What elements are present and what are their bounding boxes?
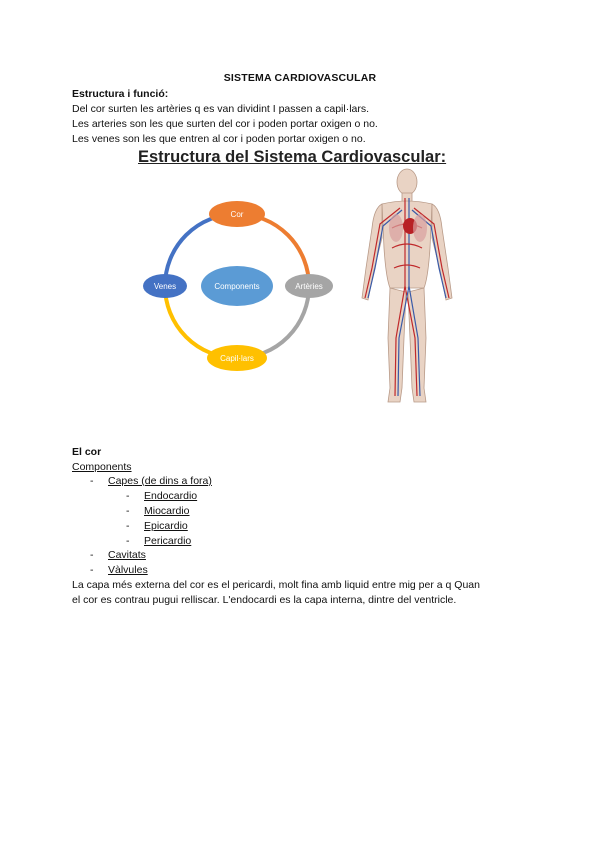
list-item-cavitats: Cavitats	[108, 549, 146, 561]
text-line: Les arteries son les que surten del cor i poden portar oxigen o no.	[72, 118, 378, 130]
bullet-dash: -	[126, 535, 130, 547]
node-label-capillars: Capil·lars	[220, 354, 254, 363]
list-item-capes: Capes (de dins a fora)	[108, 475, 212, 487]
bullet-dash: -	[90, 475, 94, 487]
list-item-valvules: Vàlvules	[108, 564, 148, 576]
sub-item-epicardio: Epicardio	[144, 520, 188, 532]
bullet-dash: -	[126, 505, 130, 517]
section-heading-structure: Estructura i funció:	[72, 88, 169, 100]
sub-item-miocardio: Miocardio	[144, 505, 190, 517]
diagram-title: Estructura del Sistema Cardiovascular:	[138, 148, 447, 166]
sub-item-endocardio: Endocardio	[144, 490, 198, 502]
bullet-dash: -	[126, 490, 130, 502]
paragraph-line: el cor es contrau pugui relliscar. L'endocardi es la capa interna, dintre del ventricle.	[72, 594, 457, 606]
center-label: Components	[214, 282, 260, 291]
node-label-venes: Venes	[153, 282, 177, 291]
text-line: Del cor surten les artèries q es van dividint I passen a capil·lars.	[72, 103, 370, 115]
bullet-dash: -	[126, 520, 130, 532]
node-label-cor: Cor	[230, 210, 244, 219]
bullet-dash: -	[90, 564, 94, 576]
page-title: SISTEMA CARDIOVASCULAR	[223, 72, 377, 84]
bullet-dash: -	[90, 549, 94, 561]
components-label: Components	[72, 461, 132, 473]
section-heading-heart: El cor	[72, 446, 102, 458]
text-line: Les venes son les que entren al cor i poden portar oxigen o no.	[72, 133, 366, 145]
human-circulatory-figure	[352, 168, 462, 408]
cycle-diagram	[136, 196, 346, 376]
paragraph-line: La capa més externa del cor es el pericardi, molt fina amb liquid entre mig per a q Quan	[72, 579, 480, 591]
node-label-arteries: Artèries	[295, 282, 323, 291]
sub-item-pericardio: Pericardio	[144, 535, 192, 547]
